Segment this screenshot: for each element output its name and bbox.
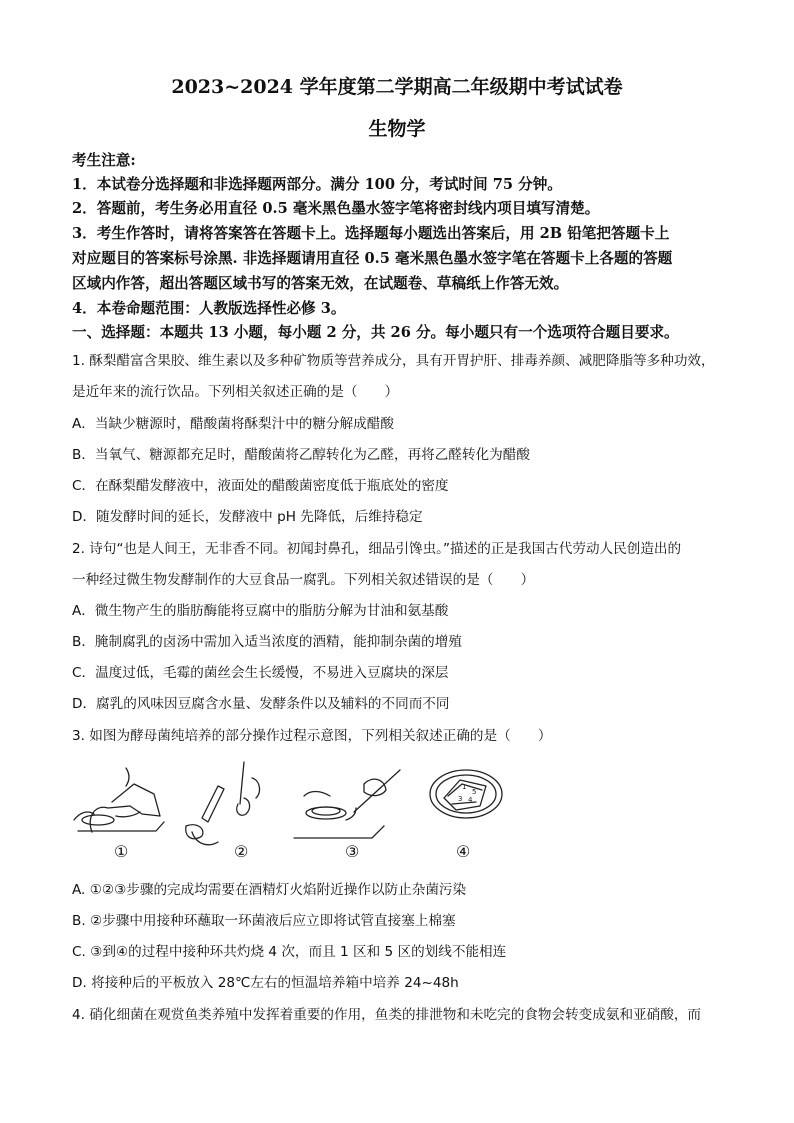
step1-pouring-plate-drawing (74, 768, 164, 832)
question-1-stem: 是近年来的流行饮品。下列相关叙述正确的是（ ） (72, 384, 399, 400)
notice-item: 1．本试卷分选择题和非选择题两部分。满分 100 分，考试时间 75 分钟。 (72, 176, 562, 193)
yeast-culture-procedure-figure (68, 756, 508, 864)
svg-text:4: 4 (468, 796, 473, 804)
question-1-option-b: B．当氧气、糖源都充足时，醋酸菌将乙醇转化为乙醛，再将乙醛转化为醋酸 (72, 447, 530, 463)
question-2-option-b: B．腌制腐乳的卤汤中需加入适当浓度的酒精，能抑制杂菌的增殖 (72, 634, 462, 650)
svg-text:3: 3 (458, 795, 463, 803)
notice-item: 3．考生作答时，请将答案答在答题卡上。选择题每小题选出答案后，用 2B 铅笔把答题卡上 (72, 225, 670, 242)
question-2-option-c: C．温度过低，毛霉的菌丝会生长缓慢，不易进入豆腐块的深层 (72, 665, 449, 681)
notice-item: 对应题目的答案标号涂黑. 非选择题请用直径 0.5 毫米黑色墨水签字笔在答题卡上各题的答题 (72, 250, 673, 267)
question-3-option-a: A. ①②③步骤的完成均需要在酒精灯火焰附近操作以防止杂菌污染 (72, 882, 467, 898)
question-1-stem: 1. 酥梨醋富含果胶、维生素以及多种矿物质等营养成分，具有开胃护肝、排毒养颜、减肥降脂等多种功效， (72, 353, 715, 369)
question-3-option-c: C. ③到④的过程中接种环共灼烧 4 次，而且 1 区和 5 区的划线不能相连 (72, 944, 507, 960)
notice-item: 2．答题前，考生务必用直径 0.5 毫米黑色墨水签字笔将密封线内项目填写清楚。 (72, 200, 600, 217)
question-3-stem: 3. 如图为酵母菌纯培养的部分操作过程示意图，下列相关叙述正确的是（ ） (72, 728, 552, 744)
question-1-option-a: A．当缺少糖源时，醋酸菌将酥梨汁中的糖分解成醋酸 (72, 416, 394, 432)
exam-title: 2023~2024 学年度第二学期高二年级期中考试试卷 (171, 76, 623, 98)
notice-heading: 考生注意: (72, 152, 136, 169)
svg-text:5: 5 (472, 788, 477, 796)
figure-label-2: ② (234, 842, 249, 861)
question-3-option-d: D. 将接种后的平板放入 28℃左右的恒温培养箱中培养 24~48h (72, 975, 459, 991)
question-3-option-b: B. ②步骤中用接种环蘸取一环菌液后应立即将试管直接塞上棉塞 (72, 913, 456, 929)
figure-label-3: ③ (345, 842, 360, 861)
question-1-option-c: C．在酥梨醋发酵液中，液面处的醋酸菌密度低于瓶底处的密度 (72, 478, 449, 494)
question-2-stem: 2. 诗句“也是人间王，无非香不同。初闻封鼻孔，细品引馋虫。”描述的正是我国古代劳动人民创造出的 (72, 541, 682, 557)
notice-item: 4．本卷命题范围：人教版选择性必修 3。 (72, 300, 346, 317)
section-heading: 一、选择题：本题共 13 小题，每小题 2 分，共 26 分。每小题只有一个选项符合题目要求。 (72, 324, 679, 341)
notice-item: 区域内作答，超出答题区域书写的答案无效，在试题卷、草稿纸上作答无效。 (72, 275, 569, 292)
subject-title: 生物学 (368, 118, 426, 140)
step3-streaking-drawing (294, 770, 400, 838)
question-4-stem: 4. 硝化细菌在观赏鱼类养殖中发挥着重要的作用，鱼类的排泄物和未吃完的食物会转变成氨和亚硝酸，而 (72, 1007, 702, 1023)
figure-label-1: ① (114, 842, 129, 861)
figure-label-4: ④ (456, 842, 471, 861)
question-1-option-d: D．随发酵时间的延长，发酵液中 pH 先降低，后维持稳定 (72, 509, 423, 525)
svg-text:1: 1 (462, 783, 467, 791)
step2-test-tube-drawing (186, 762, 260, 845)
question-2-option-d: D．腐乳的风味因豆腐含水量、发酵条件以及辅料的不同而不同 (72, 696, 450, 712)
question-2-stem: 一种经过微生物发酵制作的大豆食品一腐乳。下列相关叙述错误的是（ ） (72, 572, 535, 588)
question-2-option-a: A．微生物产生的脂肪酶能将豆腐中的脂肪分解为甘油和氨基酸 (72, 603, 449, 619)
step4-plate-drawing (430, 770, 502, 818)
